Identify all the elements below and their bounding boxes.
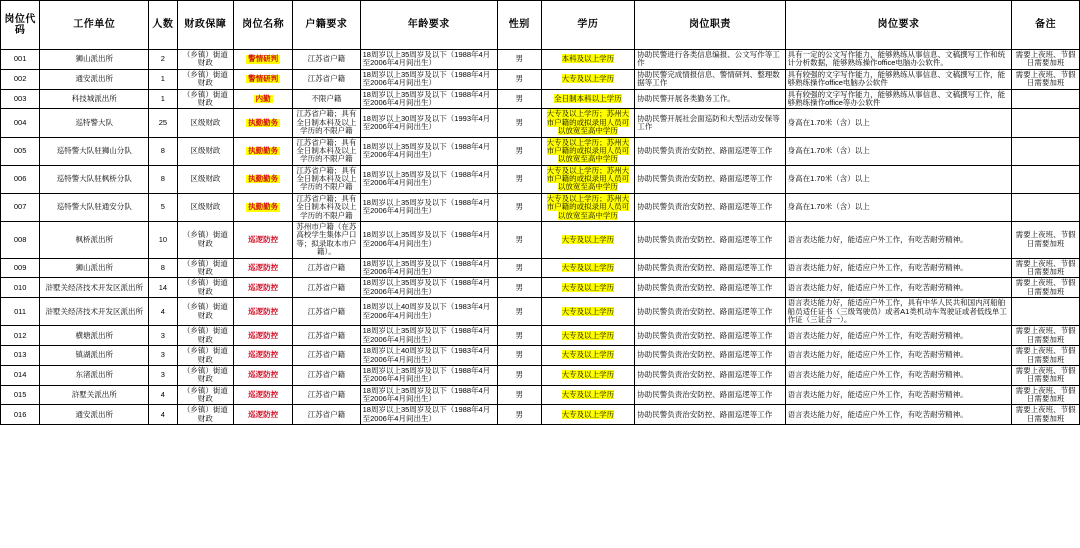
education-text: 全日制本科以上学历	[554, 93, 622, 103]
cell-note	[1012, 89, 1080, 109]
cell-requirement: 语言表达能力好，能适应户外工作，有吃苦耐劳精神。	[785, 365, 1012, 385]
cell-duty: 协助民警进行各类信息编报、公文写作等工作	[635, 50, 785, 70]
cell-duty: 协助民警负责治安防控、路面巡逻等工作	[635, 365, 785, 385]
cell-unit: 通安派出所	[40, 69, 149, 89]
cell-finance: （乡镇）街道财政	[177, 346, 234, 366]
cell-unit: 浒墅关经济技术开发区派出所	[40, 298, 149, 326]
cell-sex: 男	[497, 326, 541, 346]
cell-duty: 协助民警开展各类勤务工作。	[635, 89, 785, 109]
education-text: 大专及以上学历	[561, 330, 615, 340]
header-post: 岗位名称	[234, 1, 293, 50]
header-finance: 财政保障	[177, 1, 234, 50]
post-name-badge: 内勤	[255, 93, 271, 103]
cell-education	[541, 258, 635, 278]
cell-duty: 协助民警开展社会面巡防和大型活动安保等工作	[635, 109, 785, 137]
cell-count: 14	[149, 278, 177, 298]
cell-duty: 协助民警负责治安防控、路面巡逻等工作	[635, 222, 785, 259]
cell-education	[541, 222, 635, 259]
cell-sex: 男	[497, 258, 541, 278]
cell-education	[541, 50, 635, 70]
cell-age: 18周岁以上40周岁及以下（1983年4月至2006年4月间出生）	[360, 298, 497, 326]
cell-sex: 男	[497, 346, 541, 366]
education-text: 本科及以上学历	[561, 54, 615, 64]
post-name-badge: 巡逻防控	[248, 389, 279, 399]
table-row	[1, 326, 1080, 346]
table-row	[1, 346, 1080, 366]
education-text: 大专及以上学历	[561, 234, 615, 244]
header-code: 岗位代码	[1, 1, 40, 50]
cell-note: 需要上夜班、节假日需要加班	[1012, 326, 1080, 346]
cell-education	[541, 365, 635, 385]
table-row	[1, 89, 1080, 109]
education-text: 大专及以上学历	[561, 389, 615, 399]
cell-duty: 协助民警负责治安防控、路面巡逻等工作	[635, 278, 785, 298]
cell-requirement: 语言表达能力好，能适应户外工作，有吃苦耐劳精神。	[785, 326, 1012, 346]
cell-age: 18周岁以上35周岁及以下（1988年4月至2006年4月间出生）	[360, 165, 497, 193]
cell-note: 需要上夜班、节假日需要加班	[1012, 50, 1080, 70]
cell-age: 18周岁以上35周岁及以下（1988年4月至2006年4月间出生）	[360, 50, 497, 70]
cell-note	[1012, 193, 1080, 221]
table-row	[1, 298, 1080, 326]
cell-code: 003	[1, 89, 40, 109]
cell-education	[541, 326, 635, 346]
header-sex: 性别	[497, 1, 541, 50]
cell-finance: （乡镇）街道财政	[177, 385, 234, 405]
cell-post-name	[234, 365, 293, 385]
education-text: 大专及以上学历	[561, 350, 615, 360]
header-note: 备注	[1012, 1, 1080, 50]
cell-post-name	[234, 278, 293, 298]
table-row	[1, 365, 1080, 385]
header-requirement: 岗位要求	[785, 1, 1012, 50]
cell-code: 016	[1, 405, 40, 425]
table-row	[1, 278, 1080, 298]
cell-note: 需要上夜班、节假日需要加班	[1012, 69, 1080, 89]
cell-unit: 巡特警大队驻通安分队	[40, 193, 149, 221]
cell-finance: （乡镇）街道财政	[177, 222, 234, 259]
cell-education	[541, 346, 635, 366]
cell-count: 3	[149, 346, 177, 366]
table-row	[1, 69, 1080, 89]
cell-requirement: 具有较强的文字写作能力，能够熟练从事信息、文稿撰写工作，能够熟练操作office电脑办公软件	[785, 69, 1012, 89]
cell-hukou: 江苏省户籍；具有全日制本科及以上学历的不限户籍	[293, 137, 361, 165]
cell-finance: （乡镇）街道财政	[177, 405, 234, 425]
cell-count: 8	[149, 258, 177, 278]
cell-finance: （乡镇）街道财政	[177, 278, 234, 298]
table-row	[1, 385, 1080, 405]
cell-age: 18周岁以上35周岁及以下（1988年4月至2006年4月间出生）	[360, 405, 497, 425]
cell-duty: 协助民警负责治安防控、路面巡逻等工作	[635, 193, 785, 221]
cell-hukou: 江苏省户籍	[293, 326, 361, 346]
cell-age: 18周岁以上35周岁及以下（1988年4月至2006年4月间出生）	[360, 193, 497, 221]
cell-finance: （乡镇）街道财政	[177, 69, 234, 89]
cell-duty: 协助民警负责治安防控、路面巡逻等工作	[635, 165, 785, 193]
cell-note	[1012, 137, 1080, 165]
cell-finance: （乡镇）街道财政	[177, 89, 234, 109]
education-text: 大专及以上学历；苏州大市户籍的或拟录用人员可以放宽至高中学历	[546, 165, 630, 192]
cell-finance: （乡镇）街道财政	[177, 326, 234, 346]
cell-count: 2	[149, 50, 177, 70]
cell-note	[1012, 165, 1080, 193]
cell-requirement: 具有一定的公文写作能力，能够熟练从事信息、文稿撰写工作和统计分析数据，能够熟练操作office电脑办公软件。	[785, 50, 1012, 70]
cell-count: 4	[149, 385, 177, 405]
cell-count: 1	[149, 89, 177, 109]
education-text: 大专及以上学历；苏州大市户籍的或拟录用人员可以放宽至高中学历	[546, 137, 630, 164]
cell-note: 需要上夜班、节假日需要加班	[1012, 365, 1080, 385]
post-name-badge: 执勤勤务	[248, 145, 279, 155]
cell-post-name	[234, 298, 293, 326]
cell-post-name	[234, 326, 293, 346]
cell-unit: 巡特警大队	[40, 109, 149, 137]
table-row	[1, 222, 1080, 259]
header-unit: 工作单位	[40, 1, 149, 50]
education-text: 大专及以上学历	[561, 306, 615, 316]
cell-post-name	[234, 222, 293, 259]
cell-count: 25	[149, 109, 177, 137]
post-name-badge: 巡逻防控	[248, 262, 279, 272]
cell-hukou: 江苏省户籍	[293, 278, 361, 298]
cell-hukou: 不限户籍	[293, 89, 361, 109]
cell-code: 005	[1, 137, 40, 165]
cell-finance: （乡镇）街道财政	[177, 298, 234, 326]
cell-note: 需要上夜班、节假日需要加班	[1012, 346, 1080, 366]
cell-requirement: 语言表达能力好，能适应户外工作，具有中华人民共和国内河船舶船员适任证书（三级驾驶员）或者A1类机动车驾驶证或者低线单工作证（三证合一）。	[785, 298, 1012, 326]
cell-finance: （乡镇）街道财政	[177, 365, 234, 385]
cell-hukou: 江苏省户籍；具有全日制本科及以上学历的不限户籍	[293, 109, 361, 137]
cell-hukou: 江苏省户籍	[293, 69, 361, 89]
cell-age: 18周岁以上35周岁及以下（1988年4月至2006年4月间出生）	[360, 365, 497, 385]
cell-age: 18周岁以上35周岁及以下（1988年4月至2006年4月间出生）	[360, 89, 497, 109]
cell-hukou: 江苏省户籍；具有全日制本科及以上学历的不限户籍	[293, 193, 361, 221]
cell-age: 18周岁以上40周岁及以下（1983年4月至2006年4月间出生）	[360, 346, 497, 366]
cell-sex: 男	[497, 137, 541, 165]
cell-code: 007	[1, 193, 40, 221]
cell-hukou: 江苏省户籍	[293, 258, 361, 278]
cell-sex: 男	[497, 109, 541, 137]
education-text: 大专及以上学历	[561, 73, 615, 83]
cell-finance: 区级财政	[177, 165, 234, 193]
cell-note: 需要上夜班、节假日需要加班	[1012, 385, 1080, 405]
cell-age: 18周岁以上35周岁及以下（1988年4月至2006年4月间出生）	[360, 222, 497, 259]
cell-age: 18周岁以上30周岁及以下（1993年4月至2006年4月间出生）	[360, 109, 497, 137]
cell-code: 011	[1, 298, 40, 326]
cell-finance: （乡镇）街道财政	[177, 50, 234, 70]
cell-education	[541, 278, 635, 298]
table-row	[1, 137, 1080, 165]
cell-unit: 镇湖派出所	[40, 346, 149, 366]
header-duty: 岗位职责	[635, 1, 785, 50]
cell-hukou: 苏州市户籍（在苏高校学生集体户口等；拟录取本市户籍）。	[293, 222, 361, 259]
cell-age: 18周岁以上35周岁及以下（1988年4月至2006年4月间出生）	[360, 278, 497, 298]
cell-code: 014	[1, 365, 40, 385]
cell-post-name	[234, 193, 293, 221]
header-count: 人数	[149, 1, 177, 50]
cell-post-name	[234, 405, 293, 425]
cell-count: 10	[149, 222, 177, 259]
cell-sex: 男	[497, 365, 541, 385]
cell-count: 4	[149, 405, 177, 425]
cell-sex: 男	[497, 222, 541, 259]
education-text: 大专及以上学历	[561, 262, 615, 272]
cell-unit: 狮山派出所	[40, 258, 149, 278]
cell-unit: 枫桥派出所	[40, 222, 149, 259]
cell-education	[541, 165, 635, 193]
cell-post-name	[234, 137, 293, 165]
cell-finance: 区级财政	[177, 109, 234, 137]
post-name-badge: 巡逻防控	[248, 350, 279, 360]
cell-code: 004	[1, 109, 40, 137]
cell-hukou: 江苏省户籍；具有全日制本科及以上学历的不限户籍	[293, 165, 361, 193]
cell-code: 008	[1, 222, 40, 259]
table-header-row	[1, 1, 1080, 50]
cell-post-name	[234, 258, 293, 278]
cell-count: 1	[149, 69, 177, 89]
cell-post-name	[234, 50, 293, 70]
cell-requirement: 语言表达能力好，能适应户外工作，有吃苦耐劳精神。	[785, 278, 1012, 298]
education-text: 大专及以上学历；苏州大市户籍的或拟录用人员可以放宽至高中学历	[546, 193, 630, 220]
cell-note: 需要上夜班、节假日需要加班	[1012, 405, 1080, 425]
cell-duty: 协助民警负责治安防控、路面巡逻等工作	[635, 346, 785, 366]
cell-age: 18周岁以上35周岁及以下（1988年4月至2006年4月间出生）	[360, 258, 497, 278]
post-name-badge: 巡逻防控	[248, 370, 279, 380]
cell-finance: （乡镇）街道财政	[177, 258, 234, 278]
cell-post-name	[234, 346, 293, 366]
cell-count: 8	[149, 137, 177, 165]
cell-hukou: 江苏省户籍	[293, 385, 361, 405]
cell-sex: 男	[497, 405, 541, 425]
cell-sex: 男	[497, 278, 541, 298]
cell-duty: 协助民警负责治安防控、路面巡逻等工作	[635, 298, 785, 326]
post-name-badge: 巡逻防控	[248, 282, 279, 292]
cell-note	[1012, 109, 1080, 137]
cell-sex: 男	[497, 69, 541, 89]
table-row	[1, 405, 1080, 425]
education-text: 大专及以上学历	[561, 409, 615, 419]
cell-duty: 协助民警负责治安防控、路面巡逻等工作	[635, 258, 785, 278]
cell-unit: 狮山派出所	[40, 50, 149, 70]
post-name-badge: 巡逻防控	[248, 330, 279, 340]
cell-count: 8	[149, 165, 177, 193]
cell-note	[1012, 298, 1080, 326]
cell-post-name	[234, 69, 293, 89]
post-name-badge: 警情研判	[248, 54, 279, 64]
cell-post-name	[234, 109, 293, 137]
header-education: 学历	[541, 1, 635, 50]
cell-code: 010	[1, 278, 40, 298]
cell-requirement: 身高在1.70米（含）以上	[785, 193, 1012, 221]
post-name-badge: 执勤勤务	[248, 202, 279, 212]
cell-education	[541, 89, 635, 109]
post-name-badge: 巡逻防控	[248, 306, 279, 316]
cell-age: 18周岁以上35周岁及以下（1988年4月至2006年4月间出生）	[360, 69, 497, 89]
cell-requirement: 语言表达能力好，能适应户外工作，有吃苦耐劳精神。	[785, 346, 1012, 366]
cell-education	[541, 385, 635, 405]
cell-sex: 男	[497, 50, 541, 70]
cell-duty: 协助民警负责治安防控、路面巡逻等工作	[635, 326, 785, 346]
cell-code: 006	[1, 165, 40, 193]
table-row	[1, 193, 1080, 221]
cell-hukou: 江苏省户籍	[293, 298, 361, 326]
table-body	[1, 50, 1080, 425]
cell-requirement: 具有较强的文字写作能力，能够熟练从事信息、文稿撰写工作，能够熟练操作office等办公软件	[785, 89, 1012, 109]
cell-education	[541, 405, 635, 425]
cell-education	[541, 298, 635, 326]
cell-requirement: 语言表达能力好，能适应户外工作，有吃苦耐劳精神。	[785, 222, 1012, 259]
cell-duty: 协助民警负责治安防控、路面巡逻等工作	[635, 137, 785, 165]
cell-note: 需要上夜班、节假日需要加班	[1012, 258, 1080, 278]
cell-unit: 浒墅关经济技术开发区派出所	[40, 278, 149, 298]
table-row	[1, 50, 1080, 70]
cell-sex: 男	[497, 193, 541, 221]
cell-unit: 巡特警大队驻狮山分队	[40, 137, 149, 165]
cell-count: 3	[149, 326, 177, 346]
cell-hukou: 江苏省户籍	[293, 346, 361, 366]
cell-post-name	[234, 385, 293, 405]
cell-code: 002	[1, 69, 40, 89]
cell-education	[541, 193, 635, 221]
cell-hukou: 江苏省户籍	[293, 405, 361, 425]
header-age: 年龄要求	[360, 1, 497, 50]
cell-unit: 浒墅关派出所	[40, 385, 149, 405]
post-name-badge: 警情研判	[248, 73, 279, 83]
cell-requirement: 身高在1.70米（含）以上	[785, 109, 1012, 137]
cell-education	[541, 69, 635, 89]
cell-sex: 男	[497, 165, 541, 193]
cell-duty: 协助民警负责治安防控、路面巡逻等工作	[635, 385, 785, 405]
cell-count: 3	[149, 365, 177, 385]
post-name-badge: 巡逻防控	[248, 409, 279, 419]
cell-note: 需要上夜班、节假日需要加班	[1012, 222, 1080, 259]
education-text: 大专及以上学历	[561, 370, 615, 380]
table-row	[1, 258, 1080, 278]
cell-code: 015	[1, 385, 40, 405]
cell-unit: 通安派出所	[40, 405, 149, 425]
cell-sex: 男	[497, 89, 541, 109]
cell-hukou: 江苏省户籍	[293, 50, 361, 70]
cell-age: 18周岁以上35周岁及以下（1988年4月至2006年4月间出生）	[360, 385, 497, 405]
cell-requirement: 身高在1.70米（含）以上	[785, 165, 1012, 193]
cell-sex: 男	[497, 298, 541, 326]
post-name-badge: 执勤勤务	[248, 117, 279, 127]
cell-unit: 巡特警大队驻枫桥分队	[40, 165, 149, 193]
table-row	[1, 165, 1080, 193]
cell-requirement: 语言表达能力好，能适应户外工作，有吃苦耐劳精神。	[785, 405, 1012, 425]
cell-code: 012	[1, 326, 40, 346]
cell-count: 5	[149, 193, 177, 221]
cell-unit: 科技城派出所	[40, 89, 149, 109]
table-row	[1, 109, 1080, 137]
education-text: 大专及以上学历；苏州大市户籍的或拟录用人员可以放宽至高中学历	[546, 109, 630, 136]
cell-age: 18周岁以上35周岁及以下（1988年4月至2006年4月间出生）	[360, 137, 497, 165]
cell-education	[541, 109, 635, 137]
cell-sex: 男	[497, 385, 541, 405]
cell-code: 013	[1, 346, 40, 366]
cell-finance: 区级财政	[177, 193, 234, 221]
cell-hukou: 江苏省户籍	[293, 365, 361, 385]
cell-duty: 协助民警负责治安防控、路面巡逻等工作	[635, 405, 785, 425]
cell-duty: 协助民警完成情报信息、警情研判、整理数据等工作	[635, 69, 785, 89]
cell-requirement: 身高在1.70米（含）以上	[785, 137, 1012, 165]
cell-post-name	[234, 165, 293, 193]
header-hukou: 户籍要求	[293, 1, 361, 50]
cell-count: 4	[149, 298, 177, 326]
cell-age: 18周岁以上35周岁及以下（1988年4月至2006年4月间出生）	[360, 326, 497, 346]
cell-education	[541, 137, 635, 165]
cell-requirement: 语言表达能力好，能适应户外工作，有吃苦耐劳精神。	[785, 385, 1012, 405]
cell-note: 需要上夜班、节假日需要加班	[1012, 278, 1080, 298]
cell-finance: 区级财政	[177, 137, 234, 165]
post-name-badge: 巡逻防控	[248, 234, 279, 244]
cell-unit: 东渚派出所	[40, 365, 149, 385]
cell-post-name	[234, 89, 293, 109]
cell-code: 001	[1, 50, 40, 70]
cell-code: 009	[1, 258, 40, 278]
cell-requirement: 语言表达能力好，能适应户外工作，有吃苦耐劳精神。	[785, 258, 1012, 278]
cell-unit: 横塘派出所	[40, 326, 149, 346]
education-text: 大专及以上学历	[561, 282, 615, 292]
post-name-badge: 执勤勤务	[248, 174, 279, 184]
